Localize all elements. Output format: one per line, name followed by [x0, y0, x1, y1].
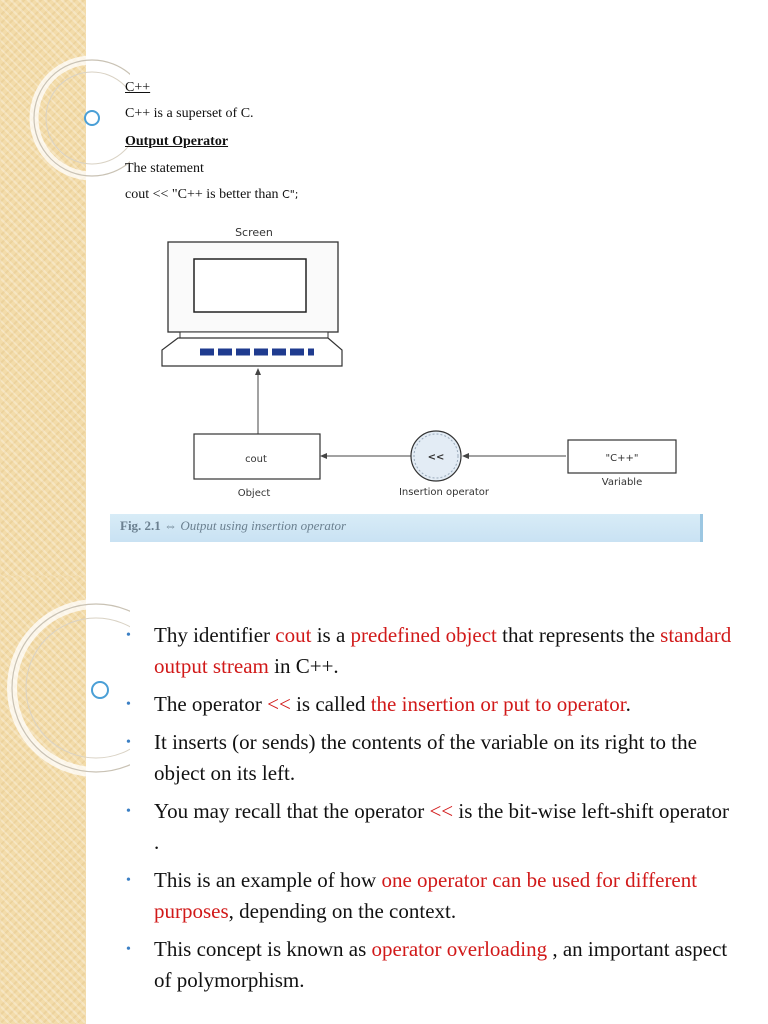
screen-label: Screen — [235, 226, 273, 239]
slide-title: C++ — [125, 80, 151, 95]
bullet-text: Thy identifier — [154, 623, 276, 647]
variable-box-text: "C++" — [605, 453, 639, 464]
bullet-text: is called — [290, 692, 371, 716]
bullet-text: that represents the — [496, 623, 661, 647]
keyboard-icon — [162, 338, 342, 366]
bullet-text: , an important aspect of polymorphism. — [154, 937, 728, 992]
bullet-text: This is an example of how — [154, 868, 382, 892]
bullet-item — [126, 796, 736, 858]
bullet-text: in C++. — [268, 654, 339, 678]
bullet-item — [126, 727, 736, 789]
highlight-text: << — [429, 799, 454, 823]
bullet-text: The operator — [154, 692, 268, 716]
variable-label: Variable — [601, 477, 643, 488]
bullet-dot-icon: • — [126, 697, 131, 712]
bullet-text: is the bit-wise left-shift operator . — [154, 799, 729, 854]
bullet-dot-icon: • — [126, 873, 131, 888]
bullet-text: This concept is known as — [154, 937, 372, 961]
operator-label: Insertion operator — [398, 487, 490, 498]
object-box-text: cout — [245, 454, 267, 465]
bullet-item — [126, 689, 736, 720]
bullet-text: is a — [311, 623, 351, 647]
highlight-text: operator overloading — [371, 937, 548, 961]
object-label: Object — [237, 488, 271, 499]
bullet-item — [126, 934, 736, 996]
code-suffix: C"; — [282, 188, 299, 201]
code-line — [125, 187, 299, 203]
bullet-dot-icon: • — [126, 942, 131, 957]
decorative-rings-icon — [0, 576, 130, 1024]
bullet-dot-icon: • — [126, 735, 131, 750]
bullet-text: It inserts (or sends) the contents of the variable on its right to the object on its left. — [154, 730, 697, 785]
bullet-list — [126, 620, 736, 1003]
statement-label: The statement — [125, 161, 204, 176]
bullet-text: , depending on the context. — [228, 899, 457, 923]
highlight-text: the insertion or put to operator — [370, 692, 626, 716]
bullet-text: You may recall that the operator — [154, 799, 430, 823]
highlight-text: standard output stream — [154, 623, 732, 678]
intro-text: C++ is a superset of C. — [125, 106, 254, 121]
operator-symbol: << — [427, 452, 445, 463]
caption-text: Output using insertion operator — [180, 518, 347, 533]
section-heading: Output Operator — [125, 134, 229, 149]
figure-caption — [110, 514, 703, 542]
highlight-text: << — [267, 692, 291, 716]
highlight-text: predefined object — [350, 623, 497, 647]
caption-number: Fig. 2.1 — [120, 518, 161, 533]
bullet-dot-icon: • — [126, 628, 131, 643]
bullet-dot-icon: • — [126, 804, 131, 819]
bullet-text: . — [625, 692, 631, 716]
highlight-text: cout — [275, 623, 312, 647]
insertion-operator-diagram — [104, 216, 704, 546]
code-prefix: cout << "C++ is better than — [125, 187, 283, 202]
caption-arrow-icon: ⇔ — [164, 518, 178, 533]
highlight-text: one operator can be used for different purposes — [154, 868, 698, 923]
monitor-icon — [168, 242, 338, 338]
bullet-item — [126, 865, 736, 927]
bullet-item — [126, 620, 736, 682]
